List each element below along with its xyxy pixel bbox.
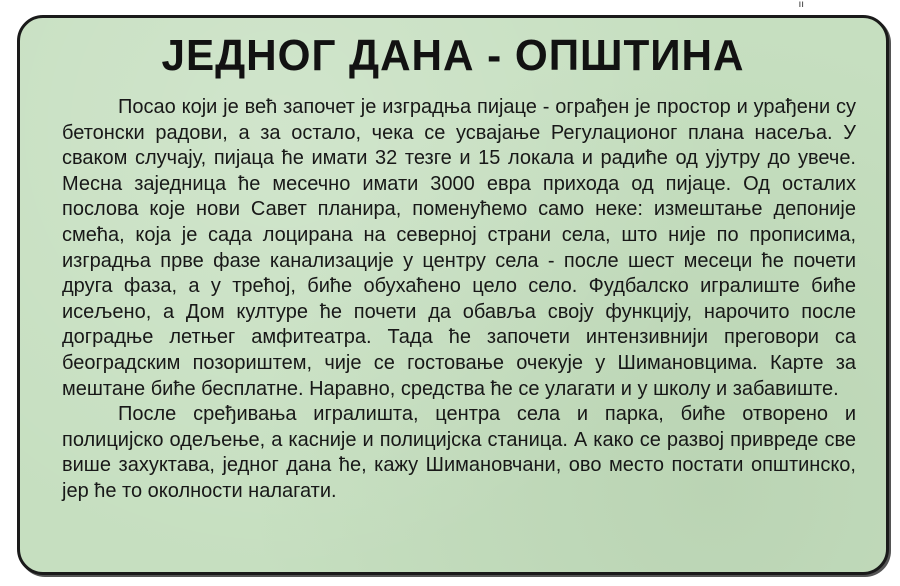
cropped-text-fragment: ıı [798,0,804,10]
article-headline: ЈЕДНОГ ДАНА - ОПШТИНА [161,31,745,80]
article-body [62,95,856,505]
article-paragraph-1: Посао који је већ започет је изградња пијаце - ограђен је простор и урађени су бетонски радови, а за остало, чека се усвајање Регулационог плана насеља. У сваком случају, пијаца ће имати 32 тезге и 15 локала и радиће од ујутру до увече. Месна заједница ће месечно имати 3000 евра прихода од пијаце. Од осталих послова које нови Савет планира, поменућемо само неке: измештање депоније смећа, која је сада лоцирана на северној страни села, што није по прописима, изградња прве фазе канализације у центру села - после шест месеци ће почети друга фаза, а у трећој, биће обухаћено цело село. Фудбалско игралиште биће исељено, а Дом културе ће почети да обавља своју функцију, нарочито после доградње летњег амфитеатра. Тада ће започети интензивнији преговори са београдским позориштем, чије се гостовање очекује у Шимановцима. Карте за мештане биће бесплатне. Наравно, средства ће се улагати и у школу и забавиште. [62,96,856,400]
article-box [17,15,889,575]
article-paragraph-2: После сређивања игралишта, центра села и парка, биће отворено и полицијско одељење, а касније и полицијска станица. А како се развој привреде све више захуктава, једног дана ће, кажу Шимановчани, ово место постати општинско, јер ће то околности налагати. [62,403,856,502]
